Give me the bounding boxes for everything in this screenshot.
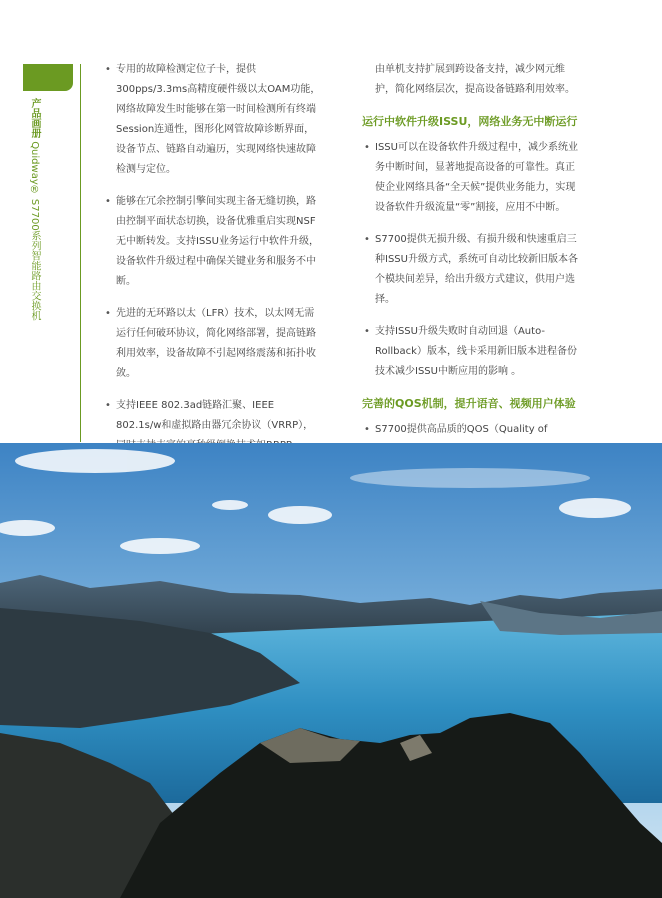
right-column — [362, 60, 580, 492]
landscape-photo — [0, 443, 662, 898]
product-name: Quidway® S7700系列智能路由交换机 — [29, 141, 40, 321]
list-item: • ISSU可以在设备软件升级过程中，减少系统业务中断时间，显著地提高设备的可靠性。真正使企业网络具备“全天候”提供业务能力，实现设备软件升级流量“零”割接，应用不中断。 — [362, 138, 580, 218]
list-item: • 支持IEEE 802.3ad链路汇聚、IEEE 802.1s/w和虚拟路由器冗余协议（VRRP）， — [103, 396, 321, 496]
section-title: 产品画册 — [29, 98, 40, 138]
issu-heading: 运行中软件升级ISSU，网络业务无中断运行 — [362, 115, 578, 128]
list-item: • S7700提供无损升级、有损升级和快速重启三种ISSU升级方式，系统可自动比较新旧版本各个模块间差异，给出升级方式建议，供用户选择。 — [362, 230, 580, 310]
sidebar-label — [28, 98, 40, 321]
continuation-text: 由单机支持扩展到跨设备支持，减少网元维护，简化网络层次，提高设备链路利用效率。 — [375, 64, 575, 95]
qos-heading: 完善的QOS机制，提升语音、视频用户体验 — [362, 397, 576, 410]
list-item: • 先进的无环路以太（LFR）技术，以太网无需运行任何破环协议，简化网络部署，提高链路利用效率，设备故障不引起网络震荡和拓扑收敛。 — [103, 304, 321, 384]
list-item: • 支持ISSU升级失败时自动回退（Auto-Rollback）版本，线卡采用新旧版本进程备份技术减少ISSU中断应用的影响 。 — [362, 322, 580, 382]
issu-list — [362, 138, 580, 382]
list-item: • S7700提供高品质的QOS（Quality of — [362, 420, 580, 480]
list-item: • 能够在冗余控制引擎间实现主备无缝切换，路由控制平面状态切换，设备优雅重启实现NSF无中断转发。支持ISSU业务运行中软件升级，设备软件升级过程中确保关键业务和服务不中断。 — [103, 192, 321, 292]
list-item: • 专用的故障检测定位子卡，提供300pps/3.3ms高精度硬件级以太OAM功能，网络故障发生时能够在第一时间检测所有终端Session连通性，图形化网管故障诊断界面，设备节点、链路自动遍历，实现网络快速故障检测与定位。 — [103, 60, 321, 180]
margin-rule — [80, 64, 81, 442]
section-tab — [23, 64, 73, 91]
